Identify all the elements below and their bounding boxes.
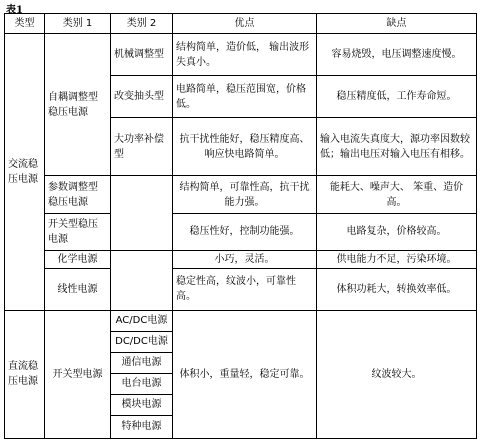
subcategory-comp: 大功率补偿型 [111, 118, 173, 176]
pros-linear: 稳定性高，纹波小，可靠性高。 [173, 268, 317, 310]
category-chem: 化学电源 [45, 250, 111, 268]
pros-mech: 结构简单，造价低， 输出波形失真小。 [173, 34, 317, 76]
table-row [5, 310, 477, 331]
subcategory-mech: 机械调整型 [111, 34, 173, 76]
category-param: 参数调整型稳压电源 [45, 176, 111, 214]
pros-comp: 抗干扰性能好，稳压精度高、响应快电路简单。 [173, 118, 317, 176]
table-row [5, 268, 477, 310]
subcategory-special: 特种电源 [111, 415, 173, 438]
subcategory-ac-dc: AC/DC电源 [111, 310, 173, 331]
subcategory-radio: 电台电源 [111, 373, 173, 394]
header-disadvantages: 缺点 [317, 14, 477, 34]
cons-param: 能耗大、噪声大、 笨重、造价高。 [317, 176, 477, 214]
category-dc-switch: 开关型电源 [45, 310, 111, 438]
pros-tap: 电路简单，稳压范围宽，价格低。 [173, 76, 317, 118]
cons-mech: 容易烧毁，电压调整速度慢。 [317, 34, 477, 76]
table-row [5, 214, 477, 250]
pros-dc-switch: 体积小，重量轻，稳定可靠。 [173, 310, 317, 438]
cons-comp: 输入电流失真度大，源功率因数较低；输出电压对输入电压有相移。 [317, 118, 477, 176]
subcategory-chem-linear-empty [111, 250, 173, 310]
table-caption: 表1 [6, 5, 23, 16]
subcategory-tap: 改变抽头型 [111, 76, 173, 118]
pros-ac-switch: 稳压性好，控制功能强。 [173, 214, 317, 250]
header-type: 类型 [5, 14, 45, 34]
table-row [5, 34, 477, 76]
pros-chem: 小巧，灵活。 [173, 250, 317, 268]
cons-dc-switch: 纹波较大。 [317, 310, 477, 438]
category-ac-switch: 开关型稳压电源 [45, 214, 111, 250]
header-advantages: 优点 [173, 14, 317, 34]
subcategory-module: 模块电源 [111, 394, 173, 415]
header-category-1: 类别 1 [45, 14, 111, 34]
cons-ac-switch: 电路复杂，价格较高。 [317, 214, 477, 250]
category-auto: 自耦调整型稳压电源 [45, 34, 111, 176]
category-linear: 线性电源 [45, 268, 111, 310]
table-row [5, 176, 477, 214]
cons-tap: 稳压精度低，工作寿命短。 [317, 76, 477, 118]
header-category-2: 类别 2 [111, 14, 173, 34]
cons-chem: 供电能力不足，污染环境。 [317, 250, 477, 268]
subcategory-dc-dc: DC/DC电源 [111, 331, 173, 352]
header-row [5, 14, 477, 34]
cons-linear: 体积功耗大，转换效率低。 [317, 268, 477, 310]
subcategory-ac-empty [111, 176, 173, 250]
pros-param: 结构简单，可靠性高，抗干扰能力强。 [173, 176, 317, 214]
table-row [5, 250, 477, 268]
subcategory-telecom: 通信电源 [111, 352, 173, 373]
power-supply-table [4, 13, 477, 439]
type-dc: 直流稳压电源 [5, 310, 45, 438]
type-ac: 交流稳压电源 [5, 34, 45, 311]
